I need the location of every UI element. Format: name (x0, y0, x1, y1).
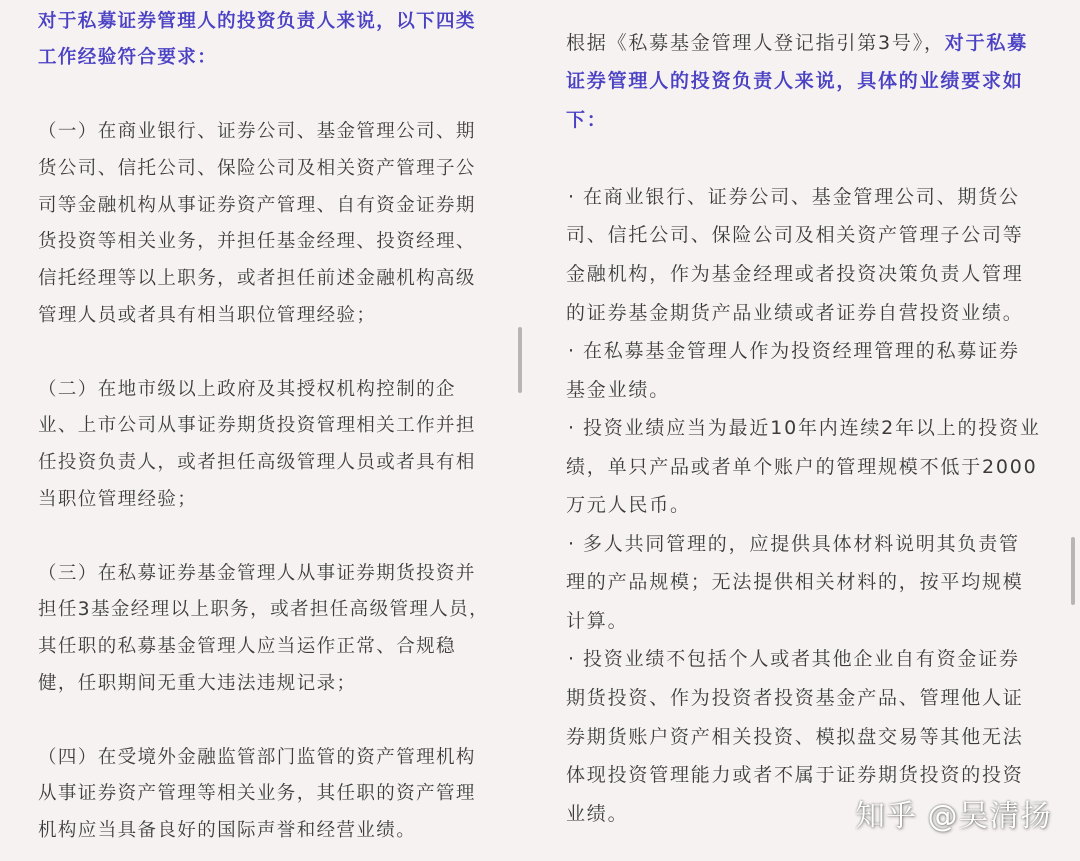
bullet-item-3 (566, 409, 1068, 525)
text-line: 司等金融机构从事证券资产管理、自有资金证券期 (38, 194, 476, 216)
text-line: 司、信托公司、保险公司及相关资产管理子公司等 (566, 224, 1024, 247)
text-line: 机构应当具备良好的国际声誉和经营业绩。 (38, 820, 417, 842)
bullet-text: 投资业绩不包括个人或者其他企业自有资金证券 (583, 648, 1020, 671)
right-scroll-indicator[interactable] (1071, 537, 1075, 605)
bullet-marker: · (568, 417, 576, 440)
text-line: 理的产品规模；无法提供相关材料的，按平均规模 (566, 571, 1024, 594)
bullet-marker: · (568, 532, 576, 555)
text-line: 金融机构，作为基金经理或者投资决策负责人管理 (566, 262, 1024, 285)
right-article-panel (566, 24, 1068, 859)
text-line (566, 178, 1068, 217)
intro-highlight-line: 下： (566, 108, 608, 131)
bullet-item-4 (566, 525, 1068, 641)
requirement-item-3 (38, 556, 516, 703)
text-line: （二）在地市级以上政府及其授权机构控制的企 (38, 378, 456, 400)
text-line: 管理人员或者具有相当职位管理经验； (38, 304, 377, 326)
heading-line: 对于私募证券管理人的投资负责人来说，以下四类 (38, 10, 476, 32)
requirement-item-2 (38, 372, 516, 519)
bullet-text: 投资业绩应当为最近10年内连续2年以上的投资业 (583, 417, 1041, 440)
zhihu-watermark: 知乎 @吴清扬 (855, 799, 1052, 834)
intro-highlight-text: 对于私募 (944, 31, 1028, 54)
text-line: 当职位管理经验； (38, 488, 198, 510)
text-line: 基金业绩。 (566, 378, 671, 401)
text-line: 信托经理等以上职务，或者担任前述金融机构高级 (38, 268, 476, 290)
bullet-marker: · (568, 648, 576, 671)
text-line: 体现投资管理能力或者不属于证券期货投资的投资 (566, 764, 1024, 787)
left-scroll-indicator[interactable] (518, 327, 522, 393)
text-line: 业、上市公司从事证券期货投资管理相关工作并担 (38, 415, 476, 437)
text-line: 业绩。 (566, 802, 629, 825)
text-line: 券期货账户资产相关投资、模拟盘交易等其他无法 (566, 725, 1024, 748)
text-line: （一）在商业银行、证券公司、基金管理公司、期 (38, 120, 476, 142)
requirement-item-1 (38, 114, 516, 335)
text-line: 担任3基金经理以上职务，或者担任高级管理人员， (38, 599, 489, 621)
bullet-marker: · (568, 185, 576, 208)
text-line: 从事证券资产管理等相关业务，其任职的资产管理 (38, 783, 476, 805)
text-line (566, 640, 1068, 679)
intro-highlight-line: 证券管理人的投资负责人来说，具体的业绩要求如 (566, 70, 1024, 93)
text-line: 万元人民币。 (566, 494, 691, 517)
bullet-item-2 (566, 332, 1068, 409)
text-line: 其任职的私募基金管理人应当运作正常、合规稳 (38, 636, 456, 658)
intro-plain-text: 根据《私募基金管理人登记指引第3号》， (566, 31, 945, 54)
text-line: 期货投资、作为投资者投资基金产品、管理他人证 (566, 686, 1024, 709)
intro-line (566, 24, 1068, 63)
performance-requirements-list (566, 178, 1068, 833)
text-line (566, 332, 1068, 371)
text-line (566, 525, 1068, 564)
text-line: 货公司、信托公司、保险公司及相关资产管理子公 (38, 157, 476, 179)
requirements-heading (38, 4, 516, 78)
text-line: 绩，单只产品或者单个账户的管理规模不低于2000 (566, 455, 1038, 478)
text-line: 计算。 (566, 609, 629, 632)
heading-line: 工作经验符合要求： (38, 47, 218, 69)
bullet-text: 在商业银行、证券公司、基金管理公司、期货公 (583, 185, 1020, 208)
bullet-item-1 (566, 178, 1068, 332)
bullet-text: 多人共同管理的，应提供具体材料说明其负责管 (583, 532, 1020, 555)
intro-paragraph (566, 24, 1068, 140)
left-article-panel (38, 4, 516, 859)
text-line: 货投资等相关业务，并担任基金经理、投资经理、 (38, 231, 476, 253)
requirement-item-4 (38, 740, 516, 850)
bullet-text: 在私募基金管理人作为投资经理管理的私募证券 (583, 340, 1020, 363)
text-line: （四）在受境外金融监管部门监管的资产管理机构 (38, 746, 476, 768)
bullet-marker: · (568, 340, 576, 363)
text-line: 的证券基金期货产品业绩或者证券自营投资业绩。 (566, 301, 1024, 324)
text-line (566, 409, 1068, 448)
text-line: （三）在私募证券基金管理人从事证券期货投资并 (38, 562, 476, 584)
text-line: 任投资负责人，或者担任高级管理人员或者具有相 (38, 452, 476, 474)
text-line: 健，任职期间无重大违法违规记录； (38, 672, 357, 694)
